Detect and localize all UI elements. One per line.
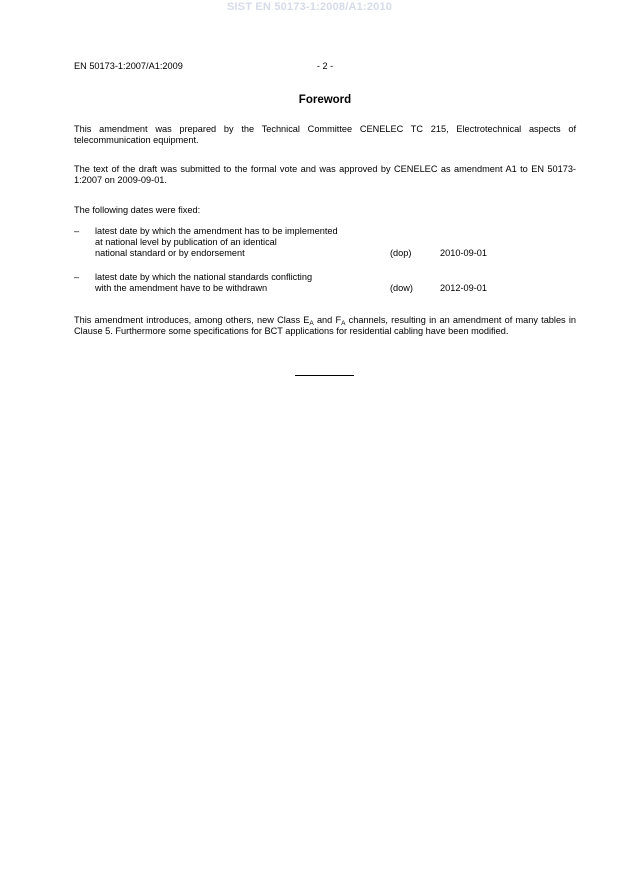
date-item-description — [95, 226, 385, 259]
list-dash: – — [74, 226, 80, 236]
subscript-a: A — [309, 320, 314, 327]
page-number: - 2 - — [316, 61, 334, 71]
summary-text-part2: and F — [313, 315, 342, 325]
summary-text-part3: channels, resulting in an amendment of many tables in Clause 5. Furthermore some specifications for BCT applications for residential cabling have been modified. — [74, 315, 577, 336]
document-id: EN 50173-1:2007/A1:2009 — [74, 61, 183, 71]
date-item-line: at national level by publication of an identical — [95, 237, 277, 247]
watermark-text: SIST EN 50173-1:2008/A1:2010 — [226, 1, 393, 13]
page-title: Foreword — [298, 94, 352, 106]
summary-text-part1: This amendment introduces, among others, new Class E — [74, 315, 310, 325]
paragraph-dates-intro: The following dates were fixed: — [74, 205, 201, 215]
end-rule-divider — [295, 375, 354, 376]
paragraph-approval: The text of the draft was submitted to the formal vote and was approved by CENELEC as amendment A1 to EN 50173-1:2007 on 2009-09-01. — [74, 164, 576, 185]
date-abbreviation-dow: (dow) — [390, 283, 413, 293]
date-item-line: latest date by which the national standards conflicting — [95, 272, 313, 282]
date-value-dow: 2012-09-01 — [440, 283, 487, 293]
subscript-a: A — [341, 320, 346, 327]
date-item-line: latest date by which the amendment has to be implemented — [95, 226, 338, 236]
date-item-description — [95, 272, 385, 294]
list-dash: – — [74, 272, 80, 282]
paragraph-amendment-summary — [74, 315, 576, 337]
paragraph-prepared-by: This amendment was prepared by the Technical Committee CENELEC TC 215, Electrotechnical aspects of telecommunication equipment. — [74, 124, 576, 145]
date-value-dop: 2010-09-01 — [440, 248, 487, 258]
date-abbreviation-dop: (dop) — [390, 248, 412, 258]
date-item-line: with the amendment have to be withdrawn — [95, 283, 268, 293]
date-item-line: national standard or by endorsement — [95, 248, 245, 258]
